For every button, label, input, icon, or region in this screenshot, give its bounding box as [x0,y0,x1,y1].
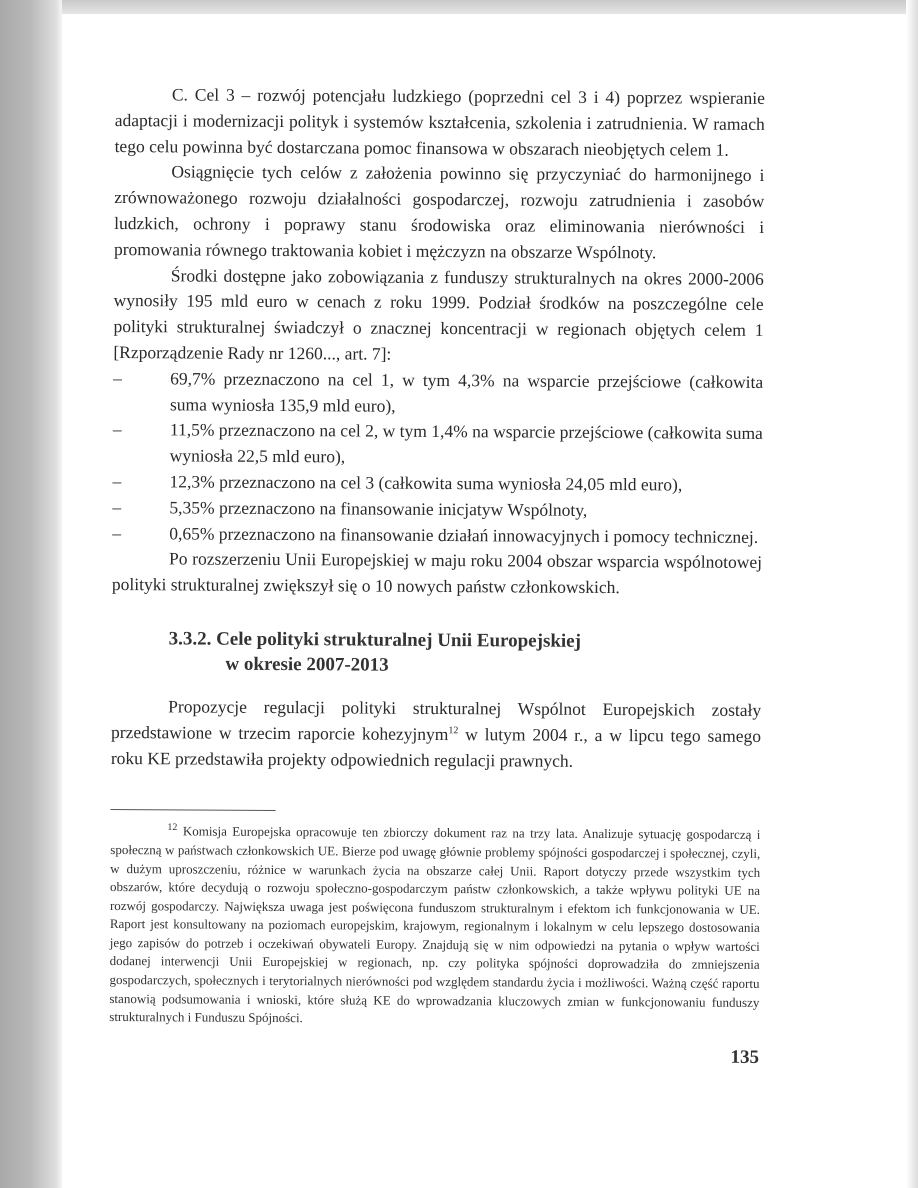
list-item [112,521,762,551]
paragraph-funds-2000-2006: Środki dostępne jako zobowiązania z funduszy strukturalnych na okres 2000-2006 wynosiły 195 mld euro w cenach z roku 1999. Podział środków na poszczególne cele polityki strukturalnej świadczył o znacznej koncentracji w regionach objętych celem 1 [Rzporządzenie Rady nr 1260..., art. 7]: [113,264,764,364]
page-footer [109,1043,759,1083]
list-item [112,495,762,525]
list-item-text: 5,35% przeznaczono na finansowanie inicjatyw Wspólnoty, [169,497,588,520]
cohesion-text-start: Propozycje regulacji polityki strukturalnej Wspólnot Europejskich zostały przedstawione w trzecim raporcie kohezyjnym [110,696,762,744]
book-page [109,82,765,1083]
footnote-text: Komisja Europejska opracowuje ten zbiorczy dokument raz na trzy lata. Analizuje sytuację gospodarczą i społeczną w państwach członkowskich UE. Bierze pod uwagę głównie problemy spójności gospodarczej i społecznej, czyli, w dużym uproszczeniu, różnice w warunkach życia na obszarze całej Unii. Raport dotyczy przede wszystkim tych obszarów, które decydują o rozwoju społeczno-gospodarczym państw członkowskich, a także wpływu polityki UE na rozwój gospodarczy. Największa uwaga jest poświęcona funduszom strukturalnym i efektom ich funkcjonowania w UE. Raport jest konsultowany na poziomach europejskim, krajowym, regionalnym i lokalnym w celu lepszego dostosowania jego zapisów do potrzeb i oczekiwań obywateli Europy. Znajdują się w nim odpowiedzi na pytania o wpływ wartości dodanej interwencji Unii Europejskiej w regionach, np. czy polityka spójności doprowadziła do zmniejszenia gospodarczych, społecznych i terytorialnych nierówności pod względem standardu życia i możliwości. Ważną część raportu stanowią podsumowania i wnioski, które służą KE do wprowadzania kluczowych zmian w funkcjonowaniu funduszy strukturalnych i Funduszu Spójności. [109,823,761,1026]
list-dash: – [112,522,122,543]
list-item-text: 69,7% przeznaczono na cel 1, w tym 4,3% na wsparcie przejściowe (całkowita suma wyniosła 135,9 mld euro), [169,368,764,416]
section-title-line2: w okresie 2007-2013 [225,653,389,676]
paragraph-goals-achievement: Osiągnięcie tych celów z założenia powinno się przyczyniać do harmonijnego i zrównoważonego rozwoju działalności gospodarczej, rozwoju zatrudnienia i zasobów ludzkich, ochrony i poprawy stanu środowiska oraz eliminowania nierówności i promowania równego traktowania kobiet i mężczyzn na obszarze Wspólnoty. [113,161,765,263]
list-item-text: 11,5% przeznaczono na cel 2, w tym 1,4% na wsparcie przejściowe (całkowita suma wyniosła 22,5 mld euro), [169,419,763,467]
paragraph-enlargement: Po rozszerzeniu Unii Europejskiej w maju roku 2004 obszar wsparcia wspólnotowej polityki strukturalnej zwiększył się o 10 nowych państw członkowskich. [111,548,763,598]
list-item [112,469,762,499]
list-item [113,417,763,473]
paragraph-goal-3: C. Cel 3 – rozwój potencjału ludzkiego (poprzedni cel 3 i 4) poprzez wspieranie adaptacji i modernizacji polityk i systemów kształcenia, szkolenia i zatrudnienia. W ramach tego celu powinna być dostarczana pomoc finansowa w obszarach nieobjętych celem 1. [114,84,765,160]
list-item-text: 12,3% przeznaczono na cel 3 (całkowita suma wyniosła 24,05 mld euro), [169,471,683,495]
list-dash: – [112,470,122,491]
footnote-reference: 12 [448,724,459,737]
list-item-text: 0,65% przeznaczono na finansowanie działań innowacyjnych i pomocy technicznej. [169,522,759,547]
footnote [109,822,760,1030]
funds-allocation-list [112,366,763,551]
paragraph-cohesion-report [111,694,761,775]
list-dash: – [112,419,122,440]
scan-binding-shadow [0,0,62,1188]
footnote-number: 12 [167,822,178,834]
page-number: 135 [730,1046,760,1068]
section-title-line1: Cele polityki strukturalnej Unii Europejskiej [216,628,582,652]
section-number: 3.3.2. [168,628,212,650]
scan-top-shadow [0,0,918,14]
list-dash: – [112,496,122,517]
scan-right-edge [906,0,918,1188]
list-dash: – [113,367,123,388]
footnote-divider [111,809,276,811]
list-item [113,366,763,422]
cohesion-text-end: w lutym 2004 r., a w lipcu tego samego roku KE przedstawiła projekty odpowiednich regulacji prawnych. [110,723,762,771]
section-heading [111,626,761,680]
